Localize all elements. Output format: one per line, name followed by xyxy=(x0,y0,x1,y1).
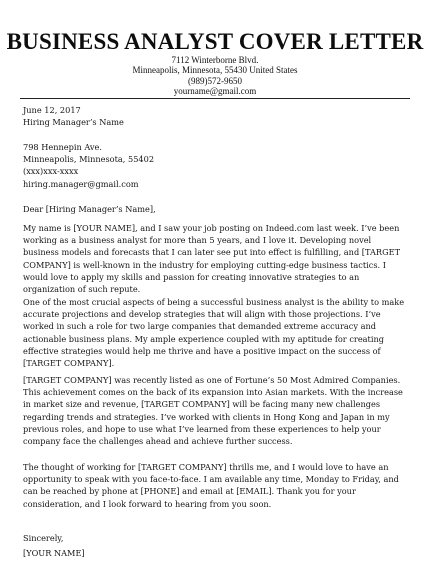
sender-city: Minneapolis, Minnesota, 55430 United States xyxy=(132,65,298,76)
sender-email: yourname@gmail.com xyxy=(173,86,257,97)
sender-phone: (989)572-9650 xyxy=(188,75,242,86)
recipient-city: Minneapolis, Minnesota, 55402 xyxy=(23,154,155,165)
recipient-email: hiring.manager@gmail.com xyxy=(23,178,139,189)
closing-line: Sincerely, xyxy=(23,533,64,543)
paragraph-intro: My name is [YOUR NAME], and I saw your job posting on Indeed.com last week. I’ve been working as a business analyst for more than 5 years, and I love it. Developing novel business models and forecasts that I can later see put into effect is fulfilling, and [TARGET COMPANY] is well-known in the industry for employing cutting-edge business tactics. I would love to apply my skills and passion for creating innovative strategies to an organization of such repute. xyxy=(23,223,401,295)
document-title: BUSINESS ANALYST COVER LETTER xyxy=(6,29,424,54)
signature-name: [YOUR NAME] xyxy=(23,548,85,558)
salutation: Dear [Hiring Manager’s Name], xyxy=(23,204,156,214)
recipient-phone: (xxx)xxx-xxxx xyxy=(23,166,79,177)
recipient-street: 798 Hennepin Ave. xyxy=(23,142,102,152)
sender-contact-block xyxy=(0,55,430,97)
letter-date: June 12, 2017 xyxy=(23,105,81,115)
header-divider xyxy=(20,98,410,99)
paragraph-closing: The thought of working for [TARGET COMPANY] thrills me, and I would love to have an opportunity to speak with you face-to-face. I am available any time, Monday to Friday, and can be reached by phone at [PHONE] and email at [EMAIL]. Thank you for your consideration, and I look forward to hearing from you soon. xyxy=(23,462,399,509)
sender-street: 7112 Winterborne Blvd. xyxy=(171,55,259,65)
date-and-recipient xyxy=(23,104,409,128)
paragraph-experience: One of the most crucial aspects of being a successful business analyst is the ability to make accurate projections and develop strategies that will align with those projections. I’ve worked in such a role for two large companies that demanded extreme accuracy and actionable business plans. My ample experience coupled with my aptitude for creating effective strategies would help me thrive and have a positive impact on the success of [TARGET COMPANY]. xyxy=(23,297,405,369)
paragraph-company: [TARGET COMPANY] was recently listed as one of Fortune’s 50 Most Admired Companies. This achievement comes on the back of its expansion into Asian markets. With the increase in market size and revenue, [TARGET COMPANY] will be facing many new challenges regarding trends and strategies. I’ve worked with clients in Hong Kong and Japan in my previous roles, and hope to use what I’ve learned from these experiences to help your company face the challenges ahead and achieve further success. xyxy=(23,375,403,447)
recipient-address-block xyxy=(23,141,409,190)
recipient-title: Hiring Manager’s Name xyxy=(23,117,124,128)
